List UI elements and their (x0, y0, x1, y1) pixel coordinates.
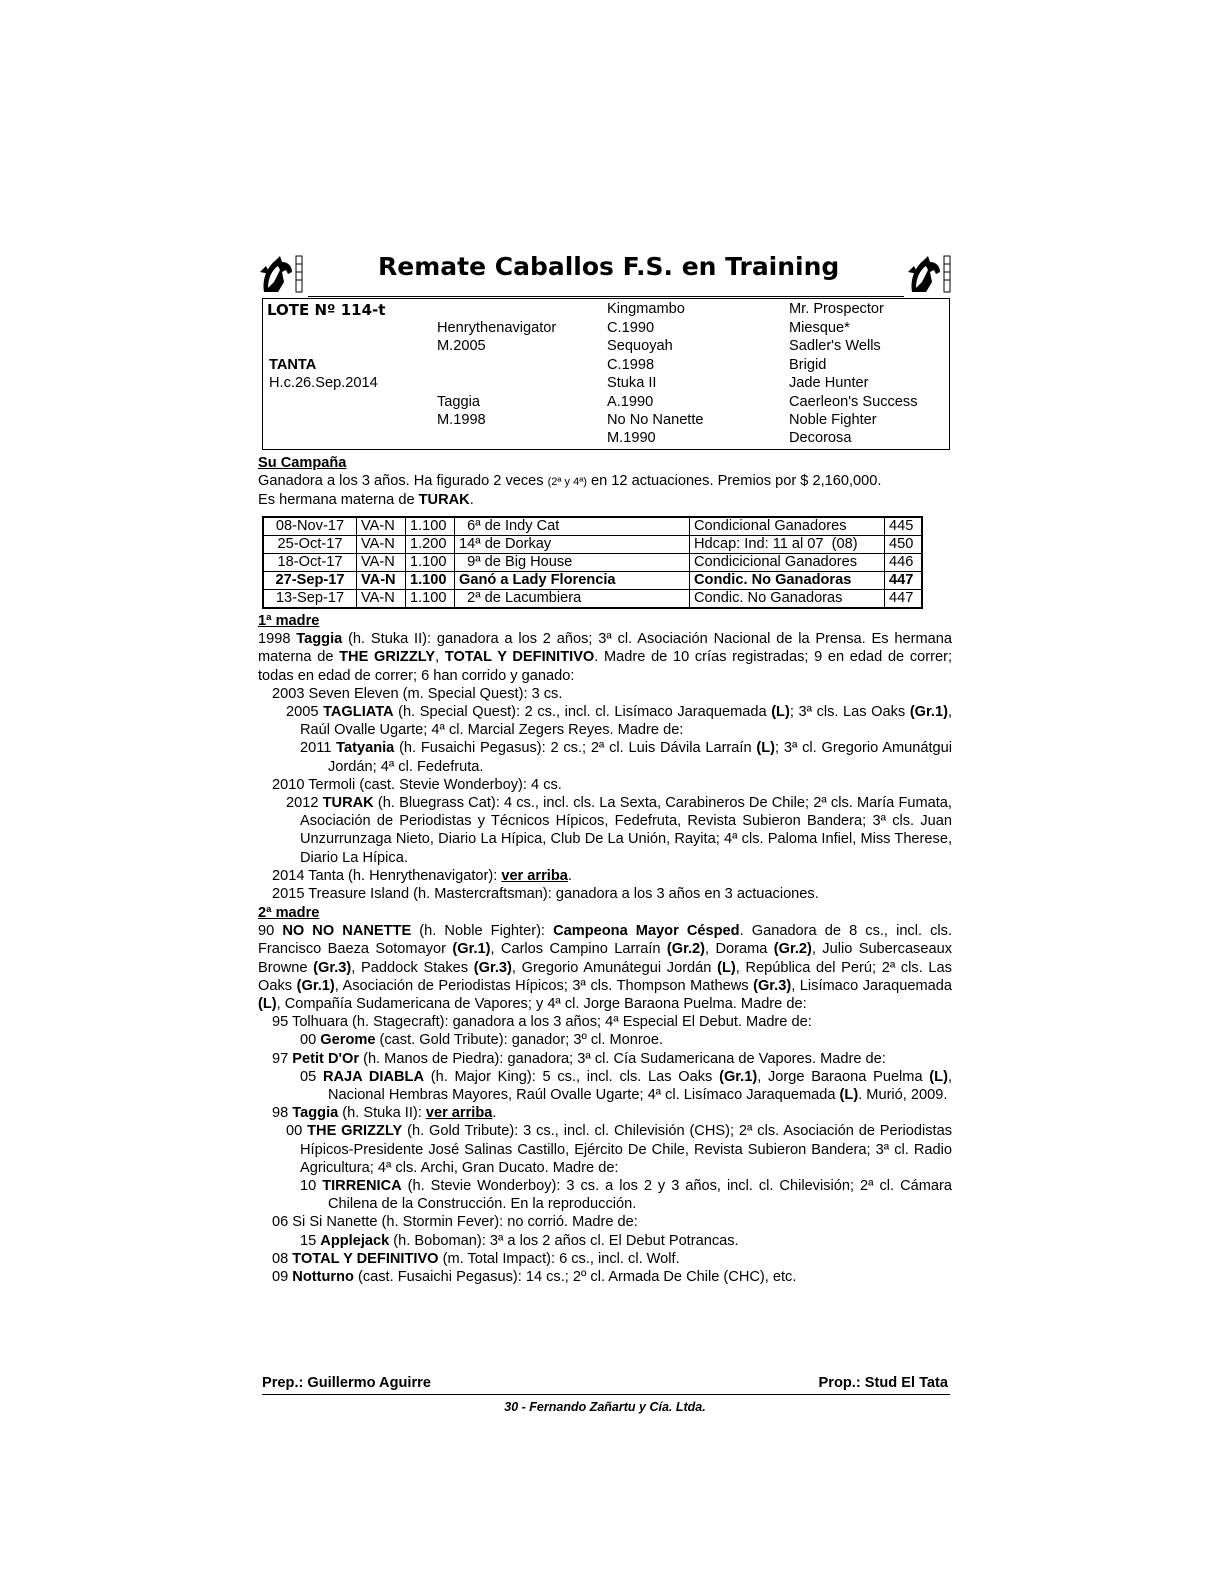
gen2-entry: Stuka II (607, 375, 657, 391)
campaign-sibling: Es hermana materna de TURAK. (258, 492, 474, 509)
race-cond-cell: Hdcap: Ind: 11 al 07 (08) (690, 536, 885, 554)
gen3-entry: Miesque* (789, 320, 850, 336)
race-date-cell: 25-Oct-17 (263, 536, 357, 554)
sire-name: Henrythenavigator (437, 320, 557, 336)
campaign-text: Ganadora a los 3 años. Ha figurado 2 veces (2ª y 4ª) en 12 actuaciones. Premios por $ 2,160,000. (258, 473, 882, 490)
race-row (263, 554, 922, 572)
gen2-entry: No No Nanette (607, 412, 704, 428)
gen3-entry: Caerleon's Success (789, 394, 918, 410)
race-num-cell: 450 (885, 536, 923, 554)
produce-entry: 2015 Treasure Island (h. Mastercraftsman): ganadora a los 3 años en 3 actuaciones. (272, 886, 819, 903)
first-dam-heading: 1ª madre (258, 613, 320, 629)
produce-entry: 08 TOTAL Y DEFINITIVO (m. Total Impact): 6 cs., incl. cl. Wolf. (272, 1250, 680, 1267)
gen2-entry: C.1990 (607, 320, 655, 336)
gen2-entry: A.1990 (607, 394, 654, 410)
race-row (263, 590, 922, 609)
race-dist-cell: 1.100 (406, 517, 455, 536)
produce-entry: 00 THE GRIZZLY (h. Gold Tribute): 3 cs., incl. cl. Chilevisión (CHS); 2ª cls. Asociación de Periodistas Hípicos-Presidente José Salinas Castillo, Ejército De Chile, Revista Subieron Bandera; 3ª cl. Radio Agricultura; 4ª cls. Archi, Gran Ducato. Madre de: (286, 1123, 952, 1176)
gen3-entry: Noble Fighter (789, 412, 877, 428)
pedigree-box (262, 298, 950, 450)
produce-entry: 97 Petit D'Or (h. Manos de Piedra): ganadora; 3ª cl. Cía Sudamericana de Vapores. Madre de: (272, 1050, 886, 1067)
campaign-section (258, 454, 952, 510)
produce-entry: 2014 Tanta (h. Henrythenavigator): ver arriba. (272, 867, 572, 884)
owner: Prop.: Stud El Tata (818, 1375, 948, 1391)
page-title: Remate Caballos F.S. en Training (378, 252, 840, 281)
race-pos-cell: 6ª de Indy Cat (455, 517, 690, 536)
race-num-cell: 445 (885, 517, 923, 536)
produce-entry: 98 Taggia (h. Stuka II): ver arriba. (272, 1105, 497, 1122)
campaign-heading: Su Campaña (258, 455, 347, 471)
horse-head-logo-icon (906, 252, 952, 296)
race-row (263, 536, 922, 554)
header-rule (308, 252, 904, 297)
gen2-entry: C.1998 (607, 357, 655, 373)
second-dam-heading: 2ª madre (258, 905, 320, 921)
race-pos-cell: 9ª de Big House (455, 554, 690, 572)
race-track-cell: VA-N (357, 517, 406, 536)
race-cond-cell: Condic. No Ganadoras (690, 590, 885, 609)
produce-entry: 09 Notturno (cast. Fusaichi Pegasus): 14 cs.; 2º cl. Armada De Chile (CHC), etc. (272, 1269, 797, 1286)
race-dist-cell: 1.100 (406, 590, 455, 609)
produce-entry: 2011 Tatyania (h. Fusaichi Pegasus): 2 cs.; 2ª cl. Luis Dávila Larraín (L); 3ª cl. Gregorio Amunátgui Jordán; 4ª cl. Fedefruta. (300, 740, 952, 775)
gen2-entry: M.1990 (607, 430, 656, 446)
produce-entry: 00 Gerome (cast. Gold Tribute): ganador; 3º cl. Monroe. (300, 1032, 664, 1049)
dam-name: Taggia (437, 394, 481, 410)
race-row (263, 517, 922, 536)
race-num-cell: 447 (885, 590, 923, 609)
second-dam-intro: 90 NO NO NANETTE (h. Noble Fighter): Campeona Mayor Césped. Ganadora de 8 cs., incl. cls. Francisco Baeza Sotomayor (Gr.1), Carlos Campino Larraín (Gr.2), Dorama (Gr.2), Julio Subercaseaux Browne (Gr.3), Paddock Stakes (Gr.3), Gregorio Amunátegui Jordán (L), República del Perú; 2ª cls. Las Oaks (Gr.1), Asociación de Periodistas Hípicos; 3ª cls. Thompson Mathews (Gr.3), Lisímaco Jaraquemada (L), Compañía Sudamericana de Vapores; y 4ª cl. Jorge Baraona Puelma. Madre de: (258, 923, 953, 1013)
gen3-entry: Jade Hunter (789, 375, 869, 391)
gen3-entry: Mr. Prospector (789, 301, 884, 317)
race-dist-cell: 1.100 (406, 572, 455, 590)
race-date-cell: 18-Oct-17 (263, 554, 357, 572)
produce-entry: 15 Applejack (h. Boboman): 3ª a los 2 años cl. El Debut Potrancas. (300, 1232, 739, 1249)
first-dam-intro: 1998 Taggia (h. Stuka II): ganadora a los 2 años; 3ª cl. Asociación Nacional de la Prensa. Es hermana materna de THE GRIZZLY, TOTAL Y DEFINITIVO. Madre de 10 crías registradas; 9 en edad de correr; todas en edad de correr; 6 han corrido y ganado: (258, 631, 953, 684)
race-pos-cell: Ganó a Lady Florencia (455, 572, 690, 590)
race-dist-cell: 1.200 (406, 536, 455, 554)
race-date-cell: 08-Nov-17 (263, 517, 357, 536)
gen3-entry: Sadler's Wells (789, 338, 881, 354)
race-track-cell: VA-N (357, 536, 406, 554)
produce-entry: 2005 TAGLIATA (h. Special Quest): 2 cs., incl. cl. Lisímaco Jaraquemada (L); 3ª cls. Las Oaks (Gr.1), Raúl Ovalle Ugarte; 4ª cl. Marcial Zegers Reyes. Madre de: (286, 704, 952, 739)
race-date-cell: 27-Sep-17 (263, 572, 357, 590)
sire-detail: M.2005 (437, 338, 486, 354)
footer-row (262, 1374, 950, 1395)
race-pos-cell: 2ª de Lacumbiera (455, 590, 690, 609)
race-cond-cell: Condicicional Ganadores (690, 554, 885, 572)
produce-entry: 95 Tolhuara (h. Stagecraft): ganadora a los 3 años; 4ª Especial El Debut. Madre de: (272, 1014, 812, 1031)
produce-entry: 2003 Seven Eleven (m. Special Quest): 3 cs. (272, 685, 563, 702)
gen3-entry: Decorosa (789, 430, 852, 446)
race-track-cell: VA-N (357, 572, 406, 590)
gen2-entry: Sequoyah (607, 338, 673, 354)
horse-birth: H.c.26.Sep.2014 (269, 375, 378, 391)
race-track-cell: VA-N (357, 554, 406, 572)
race-row (263, 572, 922, 590)
horse-name: TANTA (269, 357, 317, 373)
race-track-cell: VA-N (357, 590, 406, 609)
race-num-cell: 447 (885, 572, 923, 590)
race-cond-cell: Condicional Ganadores (690, 517, 885, 536)
lot-number: LOTE Nº 114-t (267, 301, 386, 319)
page-footer: 30 - Fernando Zañartu y Cía. Ltda. (504, 1400, 706, 1414)
dam-detail: M.1998 (437, 412, 486, 428)
second-dam-section (258, 904, 952, 1286)
race-cond-cell: Condic. No Ganadoras (690, 572, 885, 590)
race-date-cell: 13-Sep-17 (263, 590, 357, 609)
produce-entry: 10 TIRRENICA (h. Stevie Wonderboy): 3 cs. a los 2 y 3 años, incl. cl. Chilevisión; 2ª cl. Cámara Chilena de la Construcción. En la reproducción. (300, 1178, 952, 1213)
gen3-entry: Brigid (789, 357, 827, 373)
gen2-entry: Kingmambo (607, 301, 685, 317)
race-dist-cell: 1.100 (406, 554, 455, 572)
produce-entry: 2010 Termoli (cast. Stevie Wonderboy): 4 cs. (272, 776, 562, 793)
trainer: Prep.: Guillermo Aguirre (262, 1375, 431, 1391)
produce-entry: 05 RAJA DIABLA (h. Major King): 5 cs., incl. cls. Las Oaks (Gr.1), Jorge Baraona Puelma (L), Nacional Hembras Mayores, Raúl Ovalle Ugarte; 4ª cl. Lisímaco Jaraquemada (L). Murió, 2009. (300, 1068, 952, 1104)
first-dam-section (258, 612, 952, 903)
race-pos-cell: 14ª de Dorkay (455, 536, 690, 554)
produce-entry: 06 Si Si Nanette (h. Stormin Fever): no corrió. Madre de: (272, 1214, 638, 1231)
horse-head-logo-icon (258, 252, 304, 296)
produce-entry: 2012 TURAK (h. Bluegrass Cat): 4 cs., incl. cls. La Sexta, Carabineros De Chile; 2ª cls. María Fumata, Asociación de Periodistas y Técnicos Hípicos, Fedefruta, Revista Subieron Bandera; 3ª cls. Juan Unzurrunzaga Nieto, Diario La Hípica, Club De La Unión, Rayita; 4ª cls. Paloma Infiel, Miss Therese, Diario La Hípica. (286, 795, 952, 866)
race-num-cell: 446 (885, 554, 923, 572)
race-results-table (262, 516, 923, 609)
